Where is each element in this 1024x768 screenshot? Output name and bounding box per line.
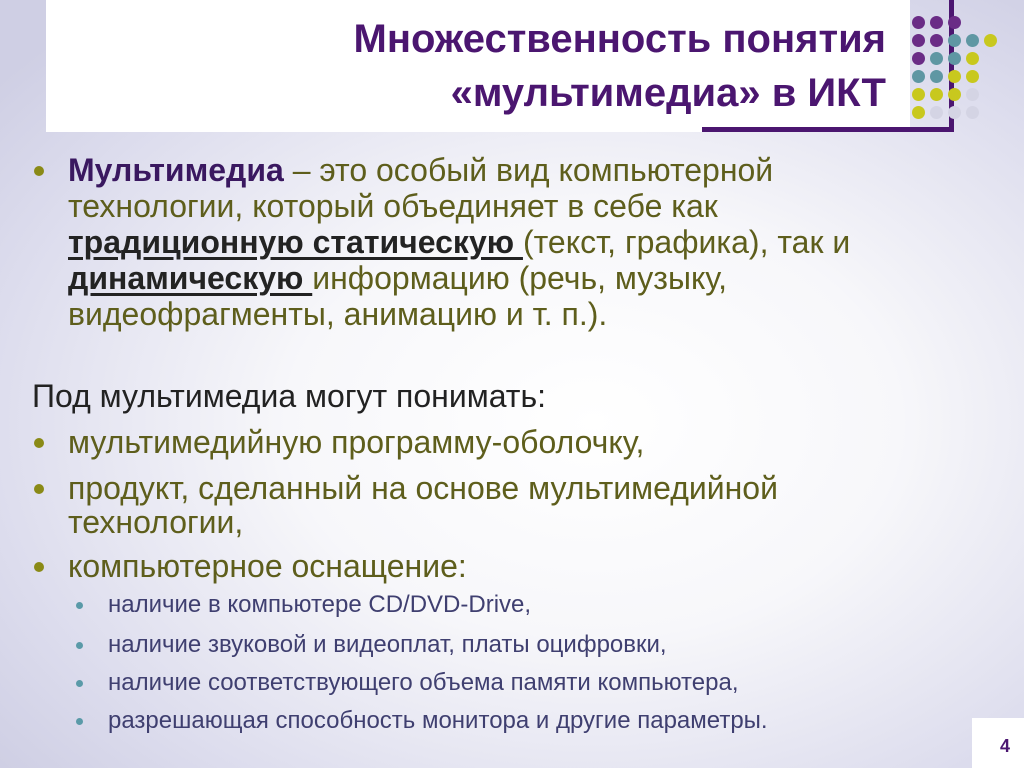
- static-term-underlined: традиционную статическую: [68, 224, 523, 260]
- definition-text-4: информацию (речь, музыку,: [312, 260, 727, 296]
- dot: [948, 16, 961, 29]
- dot: [912, 88, 925, 101]
- definition-line-2: технологии, который объединяет в себе как: [68, 188, 718, 224]
- definition-term: Мультимедиа: [68, 152, 284, 188]
- dot: [930, 52, 943, 65]
- dot: [930, 16, 943, 29]
- sub-bullet-2: [76, 642, 83, 649]
- bullet-item-3: [34, 562, 44, 572]
- definition-line-5: видеофрагменты, анимацию и т. п.).: [68, 296, 608, 332]
- dot: [930, 34, 943, 47]
- subitem-2: наличие звуковой и видеоплат, платы оцифровки,: [108, 631, 667, 658]
- title-panel: [46, 0, 910, 132]
- definition-text-3: (текст, графика), так и: [522, 224, 851, 260]
- dot: [966, 106, 979, 119]
- subitem-1: наличие в компьютере CD/DVD-Drive,: [108, 591, 532, 618]
- slide-title: [354, 12, 886, 120]
- understand-heading: Под мультимедиа могут понимать:: [32, 378, 547, 414]
- bullet-definition: [34, 166, 44, 176]
- decorative-dot-grid: [912, 16, 1012, 136]
- dot: [984, 34, 997, 47]
- item-2-line-1: продукт, сделанный на основе мультимедийной: [68, 470, 778, 506]
- dot: [966, 34, 979, 47]
- definition-line-3: [68, 224, 850, 260]
- sub-bullet-3: [76, 680, 83, 687]
- dot: [930, 70, 943, 83]
- slide-title-line-2: «мультимедиа» в ИКТ: [450, 71, 886, 115]
- subitem-3: наличие соответствующего объема памяти компьютера,: [108, 669, 739, 696]
- definition-text-1: – это особый вид компьютерной: [283, 152, 774, 188]
- dot: [948, 70, 961, 83]
- dot: [912, 16, 925, 29]
- slide-title-line-1: Множественность понятия: [353, 17, 886, 61]
- bullet-item-2: [34, 484, 44, 494]
- dot: [966, 52, 979, 65]
- dot: [966, 70, 979, 83]
- dot: [930, 88, 943, 101]
- dot: [948, 106, 961, 119]
- definition-line-1: [68, 152, 773, 188]
- dot: [948, 52, 961, 65]
- subitem-4: разрешающая способность монитора и другие параметры.: [108, 707, 768, 734]
- bullet-item-1: [34, 438, 44, 448]
- dot: [930, 106, 943, 119]
- dynamic-term-underlined: динамическую: [68, 260, 313, 296]
- dot: [912, 52, 925, 65]
- definition-line-4: [68, 260, 727, 296]
- item-1: мультимедийную программу-оболочку,: [68, 424, 645, 460]
- sub-bullet-1: [76, 602, 83, 609]
- item-3: компьютерное оснащение:: [68, 548, 467, 584]
- dot: [948, 88, 961, 101]
- dot: [912, 106, 925, 119]
- dot: [912, 70, 925, 83]
- dot: [966, 88, 979, 101]
- dot: [948, 34, 961, 47]
- dot: [912, 34, 925, 47]
- sub-bullet-4: [76, 718, 83, 725]
- page-number: 4: [972, 718, 1024, 768]
- item-2-line-2: технологии,: [68, 504, 244, 540]
